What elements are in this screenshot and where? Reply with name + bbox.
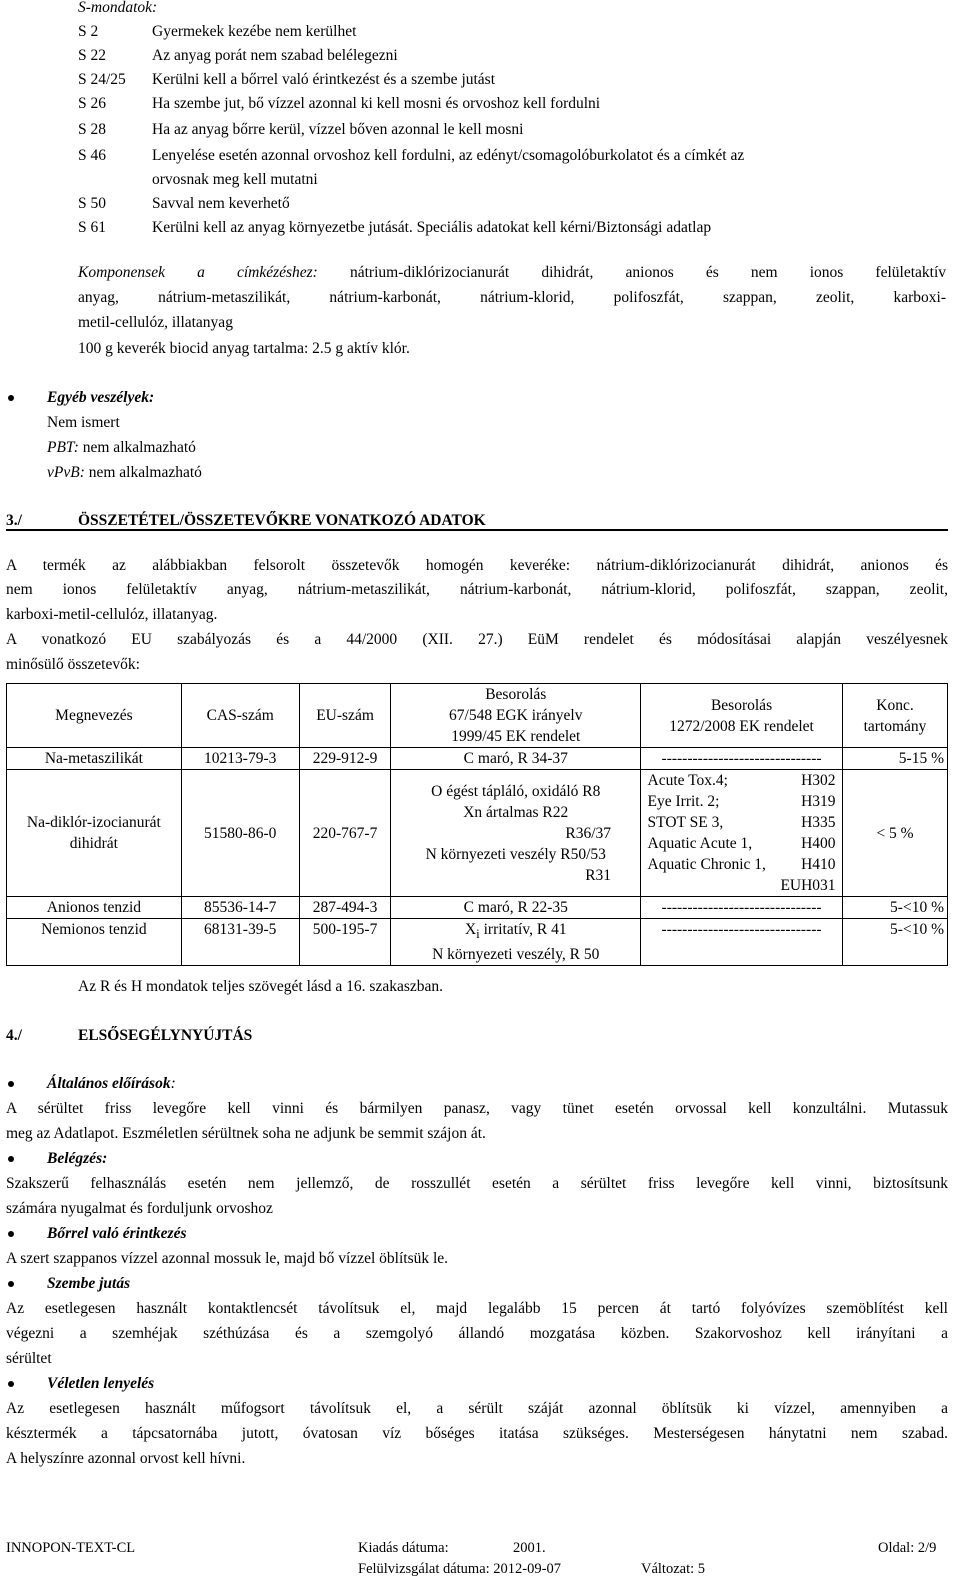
table-row — [7, 770, 948, 897]
s-phrase-code: S 22 — [78, 47, 106, 64]
skin-heading: Bőrrel való érintkezés — [47, 1225, 187, 1242]
cell-conc: 5-<10 % — [843, 897, 948, 919]
clp-class: STOT SE 3, — [647, 814, 724, 831]
bullet-icon — [8, 1156, 14, 1162]
vpvb-label: vPvB: — [47, 464, 85, 481]
section-3-para-2-line-2: minősülő összetevők: — [6, 656, 140, 673]
section-3-number: 3./ — [6, 512, 22, 529]
footer-version: Változat: 5 — [641, 1561, 706, 1577]
cell-name: Nemionos tenzid — [7, 919, 182, 966]
section-3-title: ÖSSZETÉTEL/ÖSSZETEVŐKRE VONATKOZÓ ADATOK — [78, 512, 486, 529]
cell-dsd-line: R31 — [585, 866, 612, 884]
s-phrase-text-continued: orvosnak meg kell mutatni — [152, 171, 318, 188]
s-phrase-code: S 50 — [78, 195, 106, 212]
cell-dsd-line: N környezeti veszély, R 50 — [432, 946, 600, 964]
clp-line — [648, 833, 836, 854]
components-text: nátrium-diklórizocianurát dihidrát, anionos és nem ionos felületaktív — [349, 264, 947, 281]
s-phrase-code: S 26 — [78, 95, 106, 112]
section-3-rule — [6, 529, 948, 531]
vpvb-line — [47, 461, 202, 485]
general-heading-colon: : — [170, 1075, 176, 1092]
section-3-para-2-line-1: A vonatkozó EU szabályozás és a 44/2000 (XII. 27.) EüM rendelet és módosításai alapján veszélyesnek — [6, 631, 948, 648]
header-clp-line: 1272/2008 EK rendelet — [669, 717, 814, 735]
cell-name — [7, 770, 182, 897]
cell-clp: ------------------------------- — [641, 748, 843, 770]
pbt-line — [47, 436, 196, 460]
header-cas: CAS-szám — [181, 684, 299, 748]
footer-issue-label: Kiadás dátuma: — [358, 1540, 449, 1556]
header-conc-line: tartomány — [863, 717, 927, 735]
clp-line — [648, 791, 836, 812]
components-line-3: metil-cellulóz, illatanyag — [78, 314, 233, 331]
cell-name-line: Na-diklór-izocianurát — [26, 814, 161, 831]
s-phrase-code: S 61 — [78, 219, 106, 236]
cell-name-line: dihidrát — [69, 835, 118, 852]
clp-h-code: H335 — [801, 814, 836, 831]
section-3-para-1-line-3: karboxi-metil-cellulóz, illatanyag. — [6, 606, 218, 623]
s-phrase-text: Az anyag porát nem szabad belélegezni — [152, 47, 398, 64]
vpvb-value: nem alkalmazható — [88, 464, 202, 481]
general-line-2: meg az Adatlapot. Eszméletlen sérültnek soha ne adjunk be semmit szájon át. — [6, 1125, 486, 1142]
cell-dsd: C maró, R 34-37 — [391, 748, 641, 770]
clp-class: Aquatic Chronic 1, — [647, 856, 766, 873]
s-phrases-heading: S-mondatok: — [78, 0, 158, 16]
cell-eu: 229-912-9 — [299, 748, 391, 770]
eye-line-1: Az esetlegesen használt kontaktlencsét távolítsuk el, majd legalább 15 percen át tartó folyóvízes szemöblítést kell — [6, 1300, 948, 1317]
clp-line — [648, 812, 836, 833]
bullet-icon — [8, 1231, 14, 1237]
cell-conc: < 5 % — [843, 770, 948, 897]
s-phrase-text: Savval nem keverhető — [152, 195, 290, 212]
cell-dsd-line: N környezeti veszély R50/53 — [425, 845, 606, 863]
section-4-title: ELSŐSEGÉLYNYÚJTÁS — [78, 1027, 253, 1044]
footer-revision: Felülvizsgálat dátuma: 2012-09-07 — [358, 1561, 561, 1577]
eye-line-3: sérültet — [6, 1350, 52, 1367]
ingestion-line-1: Az esetlegesen használt műfogsort távolítsuk el, a sérült száját azonnal öblítsük ki vízzel, amennyiben a — [6, 1400, 948, 1417]
eye-line-2: végezni a szemhéjak széthúzása és a szemgolyó állandó mozgatása közben. Szakorvoshoz kell irányítani a — [6, 1325, 948, 1342]
other-hazards-heading: Egyéb veszélyek: — [47, 389, 155, 406]
components-label: Komponensek a címkézéshez: — [78, 264, 318, 281]
table-row — [7, 919, 948, 966]
cell-dsd-line: O égést tápláló, oxidáló R8 — [431, 782, 601, 800]
clp-h-code: H302 — [801, 772, 836, 789]
header-dsd — [391, 684, 641, 748]
cell-name: Anionos tenzid — [7, 897, 182, 919]
general-heading: Általános előírások — [47, 1075, 171, 1092]
s-phrase-code: S 46 — [78, 147, 106, 164]
clp-h-code: H400 — [801, 835, 836, 852]
dsd-text: irritatív, R 41 — [479, 921, 567, 938]
table-row — [7, 748, 948, 770]
clp-class: Eye Irrit. 2; — [647, 793, 720, 810]
cell-cas: 10213-79-3 — [181, 748, 299, 770]
header-eu: EU-szám — [299, 684, 391, 748]
pbt-label: PBT: — [47, 439, 79, 456]
cell-dsd-line: Xn ártalmas R22 — [463, 803, 569, 821]
section-3-para-1-line-2: nem ionos felületaktív anyag, nátrium-metaszilikát, nátrium-karbonát, nátrium-klorid, polifoszfát, szappan, zeolit, — [6, 581, 948, 598]
dsd-symbol-subscript: i — [476, 926, 480, 942]
cell-cas: 51580-86-0 — [181, 770, 299, 897]
header-clp-line: Besorolás — [710, 696, 773, 714]
cell-cas: 68131-39-5 — [181, 919, 299, 966]
footer-product: INNOPON-TEXT-CL — [6, 1540, 136, 1556]
header-conc-line: Konc. — [876, 696, 914, 714]
cell-dsd — [391, 770, 641, 897]
clp-h-code: H410 — [801, 856, 836, 873]
other-hazards-text: Nem ismert — [47, 414, 120, 431]
s-phrase-text: Kerülni kell a bőrrel való érintkezést és a szembe jutást — [152, 71, 496, 88]
cell-clp: ------------------------------- — [641, 919, 843, 966]
cell-eu: 220-767-7 — [299, 770, 391, 897]
table-row — [7, 897, 948, 919]
s-phrase-code: S 2 — [78, 23, 99, 40]
bullet-icon — [8, 395, 14, 401]
clp-line — [648, 854, 836, 875]
s-phrase-text: Gyermekek kezébe nem kerülhet — [152, 23, 357, 40]
section-4-number: 4./ — [6, 1027, 22, 1044]
skin-line-1: A szert szappanos vízzel azonnal mossuk le, majd bő vízzel öblítsük le. — [6, 1250, 449, 1267]
cell-conc: 5-<10 % — [843, 919, 948, 966]
dsd-symbol: X — [464, 921, 477, 938]
header-clp — [641, 684, 843, 748]
footer-issue-value: 2001. — [513, 1540, 546, 1556]
clp-class: Aquatic Acute 1, — [647, 835, 753, 852]
s-phrase-code: S 24/25 — [78, 71, 126, 88]
inhalation-heading: Belégzés: — [47, 1150, 108, 1167]
ingestion-line-2: késztermék a tápcsatornába jutott, óvatosan víz bőséges itatása szükséges. Mesterségesen hánytatni nem szabad. — [6, 1425, 948, 1442]
clp-line — [648, 770, 836, 791]
r-h-note: Az R és H mondatok teljes szövegét lásd a 16. szakaszban. — [78, 978, 444, 995]
general-heading-line — [47, 1072, 176, 1096]
pbt-value: nem alkalmazható — [82, 439, 196, 456]
inhalation-line-2: számára nyugalmat és forduljunk orvoshoz — [6, 1200, 273, 1217]
cell-eu: 287-494-3 — [299, 897, 391, 919]
clp-h-code: EUH031 — [780, 877, 836, 894]
clp-h-code: H319 — [801, 793, 836, 810]
cell-dsd-line: R36/37 — [565, 824, 612, 842]
header-conc — [843, 684, 948, 748]
general-line-1: A sérültet friss levegőre kell vinni és bármilyen panasz, vagy tünet esetén orvossal kell konzultálni. Mutassuk — [6, 1100, 948, 1117]
components-line-2: anyag, nátrium-metaszilikát, nátrium-karbonát, nátrium-klorid, polifoszfát, szappan, zeolit, karboxi- — [78, 289, 946, 306]
inhalation-line-1: Szakszerű felhasználás esetén nem jellemző, de rosszullét esetén a sérültet friss levegőre kell vinni, biztosítsunk — [6, 1175, 948, 1192]
s-phrase-text: Ha szembe jut, bő vízzel azonnal ki kell mosni és orvoshoz kell fordulni — [152, 95, 601, 112]
cell-dsd: C maró, R 22-35 — [391, 897, 641, 919]
header-dsd-line: 67/548 EGK irányelv — [449, 707, 583, 724]
cell-dsd-line — [394, 919, 637, 944]
cell-clp: ------------------------------- — [641, 897, 843, 919]
header-dsd-line: 1999/45 EK rendelet — [451, 728, 581, 745]
table-header-row — [7, 684, 948, 748]
biocid-content: 100 g keverék biocid anyag tartalma: 2.5 g aktív klór. — [78, 340, 410, 357]
ingestion-heading: Véletlen lenyelés — [47, 1375, 155, 1392]
s-phrase-text: Kerülni kell az anyag környezetbe jutását. Speciális adatokat kell kérni/Biztonsági adatlap — [152, 219, 712, 236]
ingestion-line-3: A helyszínre azonnal orvost kell hívni. — [6, 1450, 246, 1467]
bullet-icon — [8, 1381, 14, 1387]
cell-clp — [641, 770, 843, 897]
cell-eu: 500-195-7 — [299, 919, 391, 966]
composition-table — [6, 683, 948, 966]
header-name: Megnevezés — [7, 684, 182, 748]
s-phrase-text: Ha az anyag bőrre kerül, vízzel bőven azonnal le kell mosni — [152, 121, 524, 138]
cell-conc: 5-15 % — [843, 748, 948, 770]
cell-dsd — [391, 919, 641, 966]
clp-line — [648, 875, 836, 896]
footer-page: Oldal: 2/9 — [878, 1540, 937, 1556]
components-line-1 — [78, 261, 946, 285]
clp-class: Acute Tox.4; — [647, 772, 728, 789]
s-phrase-text: Lenyelése esetén azonnal orvoshoz kell fordulni, az edényt/csomagolóburkolatot és a címkét az — [152, 147, 745, 164]
cell-cas: 85536-14-7 — [181, 897, 299, 919]
eye-heading: Szembe jutás — [47, 1275, 131, 1292]
bullet-icon — [8, 1081, 14, 1087]
header-dsd-line: Besorolás — [485, 686, 547, 703]
s-phrase-code: S 28 — [78, 121, 106, 138]
cell-name: Na-metaszilikát — [7, 748, 182, 770]
section-3-para-1-line-1: A termék az alábbiakban felsorolt összetevők homogén keveréke: nátrium-diklórizocianurát dihidrát, anionos és — [6, 557, 948, 574]
bullet-icon — [8, 1281, 14, 1287]
